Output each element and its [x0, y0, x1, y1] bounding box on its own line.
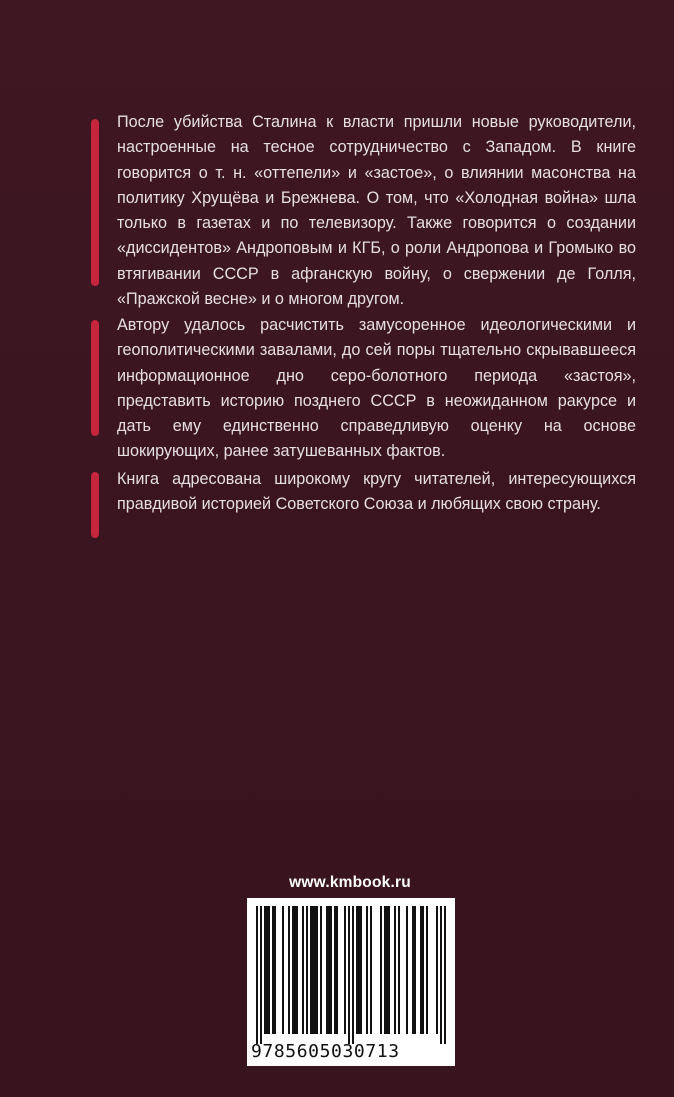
barcode-bar: [386, 906, 388, 1034]
barcode-bar: [414, 906, 416, 1034]
barcode-bar: [326, 906, 328, 1034]
barcode-bar: [420, 906, 422, 1034]
barcode-bar: [398, 906, 400, 1034]
isbn-number: 9785605030713: [251, 1041, 400, 1062]
barcode-bar: [412, 906, 414, 1034]
accent-bar: [91, 320, 99, 436]
barcode-bar: [356, 906, 358, 1034]
barcode-bar: [274, 906, 276, 1034]
barcode-bar: [302, 906, 304, 1034]
barcode-bar: [316, 906, 318, 1034]
barcode-bar: [380, 906, 382, 1034]
barcode-bar: [384, 906, 386, 1034]
barcode-bar: [370, 906, 372, 1034]
barcode-bar: [260, 906, 262, 1044]
barcode-bar: [344, 906, 346, 1034]
barcode-bar: [314, 906, 316, 1034]
barcode-bar: [266, 906, 268, 1034]
barcode-bar: [440, 906, 442, 1044]
barcode-bar: [320, 906, 322, 1034]
publisher-website: www.kmbook.ru: [289, 874, 411, 891]
barcode-bar: [334, 906, 336, 1034]
barcode-bar: [444, 906, 446, 1044]
barcode-bar: [294, 906, 296, 1034]
isbn-barcode: [247, 898, 455, 1066]
barcode-bar: [272, 906, 274, 1034]
barcode-bar: [406, 906, 408, 1034]
barcode-bar: [336, 906, 338, 1034]
barcode-bar: [268, 906, 270, 1034]
paragraph-3: Книга адресована широкому кругу читателей, интересующихся правдивой историей Советского Союза и любящих свою страну.: [117, 470, 636, 514]
barcode-bar: [352, 906, 354, 1044]
barcode-bar: [348, 906, 350, 1044]
barcode-bar: [256, 906, 258, 1044]
barcode-bar: [306, 906, 308, 1034]
accent-bar: [91, 119, 99, 286]
barcode-bar: [310, 906, 312, 1034]
barcode-bar: [436, 906, 438, 1034]
barcode-bar: [358, 906, 360, 1034]
barcode-bar: [360, 906, 362, 1034]
barcode-bar: [422, 906, 424, 1034]
barcode-bar: [312, 906, 314, 1034]
paragraph-1: После убийства Сталина к власти пришли новые руководители, настроенные на тесное сотрудничество с Западом. В книге говорится о т. н. «оттепели» и «застое», о влиянии масонства на политику Хрущёва и Брежнева. О том, что «Холодная война» шла только в газетах и по телевизору. Также говорится о создании «диссидентов» Андроповым и КГБ, о роли Андропова и Громыко во втягивании СССР в афганскую войну, о свержении де Голля, «Пражской весне» и о многом другом.: [117, 113, 636, 309]
accent-bar: [91, 472, 99, 538]
barcode-bar: [288, 906, 290, 1034]
barcode-bar: [366, 906, 368, 1034]
paragraph-2: Автору удалось расчистить замусоренное идеологическими и геополитическими завалами, до сей поры тщательно скрывавшееся информационное дно серо-болотного периода «застоя», представить историю позднего СССР в неожиданном ракурсе и дать ему единственно справедливую оценку на основе шокирующих, ранее затушеванных фактов.: [117, 316, 636, 461]
barcode-bar: [426, 906, 428, 1034]
barcode-bar: [328, 906, 330, 1034]
barcode-bar: [330, 906, 332, 1034]
barcode-bar: [292, 906, 294, 1034]
barcode-bar: [394, 906, 396, 1034]
barcode-bar: [296, 906, 298, 1034]
barcode-bar: [264, 906, 266, 1034]
barcode-bar: [388, 906, 390, 1034]
barcode-bar: [282, 906, 284, 1034]
